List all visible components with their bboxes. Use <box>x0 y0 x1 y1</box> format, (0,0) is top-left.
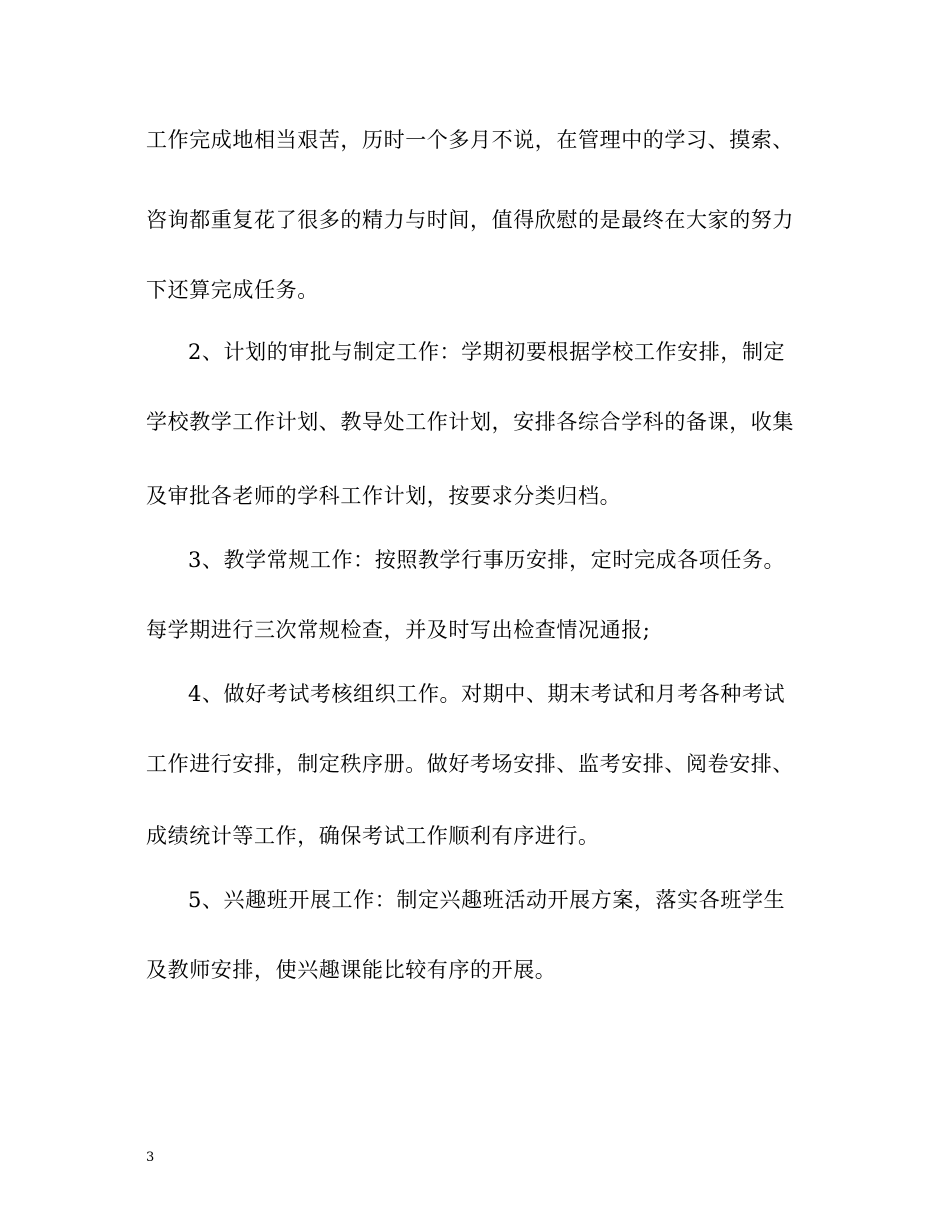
text-line: 工作完成地相当艰苦，历时一个多月不说，在管理中的学习、摸索、 <box>146 128 794 152</box>
text-line: 下还算完成任务。 <box>146 278 319 302</box>
paragraph-4-first-line: 4、做好考试考核组织工作。对期中、期末考试和月考各种考试 <box>188 682 786 706</box>
text-line: 工作进行安排，制定秩序册。做好考场安排、监考安排、阅卷安排、 <box>146 752 794 776</box>
text-line: 学校教学工作计划、教导处工作计划，安排各综合学科的备课，收集 <box>146 410 794 434</box>
paragraph-5-first-line: 5、兴趣班开展工作：制定兴趣班活动开展方案，落实各班学生 <box>188 888 786 912</box>
text-line: 及教师安排，使兴趣课能比较有序的开展。 <box>146 958 557 982</box>
page-number: 3 <box>146 1150 155 1165</box>
text-line: 咨询都重复花了很多的精力与时间，值得欣慰的是最终在大家的努力 <box>146 208 794 232</box>
text-line: 成绩统计等工作，确保考试工作顺利有序进行。 <box>146 824 600 848</box>
paragraph-2-first-line: 2、计划的审批与制定工作：学期初要根据学校工作安排，制定 <box>188 340 786 364</box>
paragraph-3-first-line: 3、教学常规工作：按照教学行事历安排，定时完成各项任务。 <box>188 548 786 572</box>
text-line: 及审批各老师的学科工作计划，按要求分类归档。 <box>146 484 622 508</box>
text-line: 每学期进行三次常规检查，并及时写出检查情况通报; <box>146 618 651 642</box>
